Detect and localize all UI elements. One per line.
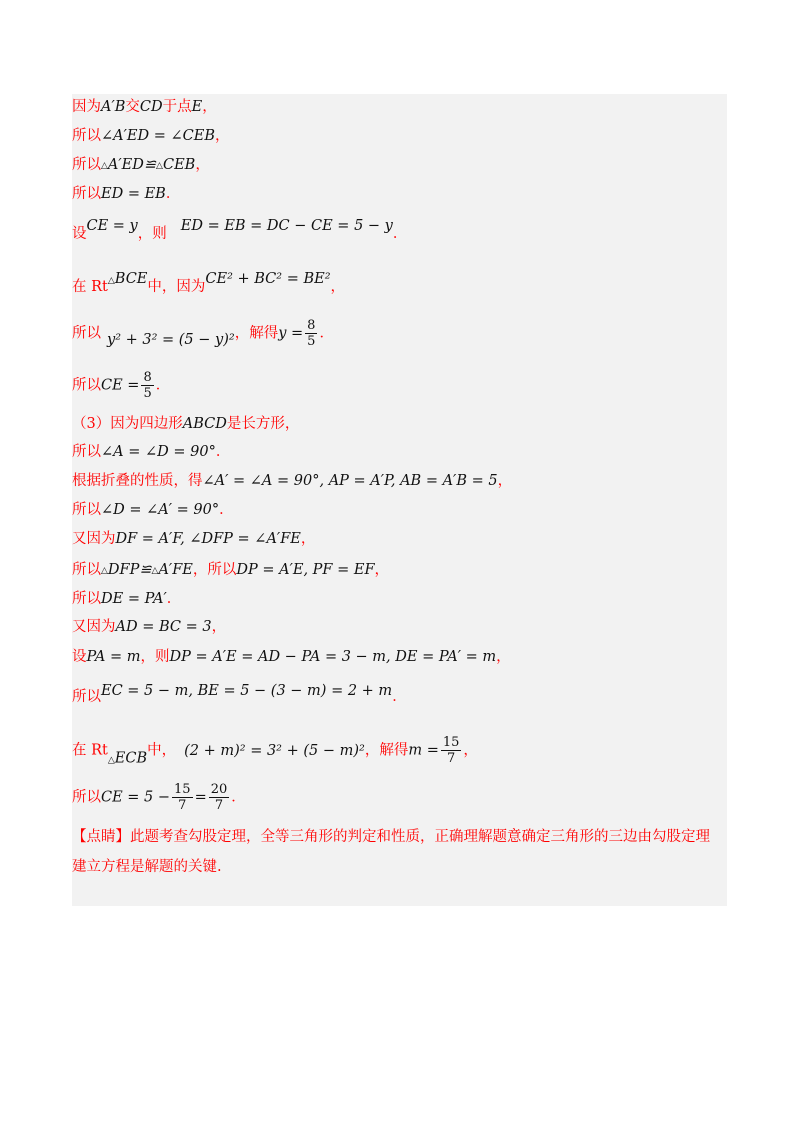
solution-line: 又因为AD = BC = 3， <box>72 619 227 635</box>
solution-line: 所以∠A = ∠D = 90°． <box>72 444 231 460</box>
solution-line: 所以△A′ED≌△CEB， <box>72 157 210 173</box>
solution-line: 所以DE = PA′． <box>72 591 182 607</box>
fraction: $\frac{8}{5}$ <box>143 370 152 401</box>
fraction: $\frac{15}{7}$ <box>442 735 460 766</box>
solution-line: 所以ED = EB． <box>72 186 181 202</box>
solution-line: 根据折叠的性质，得∠A′ = ∠A = 90°, AP = A′P, AB = A′B = 5， <box>72 473 513 489</box>
solution-line: 在 Rt△BCE中，因为CE² + BC² = BE²， <box>72 271 346 295</box>
solution-line: 所以EC = 5 − m, BE = 5 − (3 − m) = 2 + m． <box>72 683 407 705</box>
triangle-icon: △ <box>156 161 163 171</box>
solution-line: 所以CE = 5 − $\frac{15}{7}$ = $\frac{20}{7}$ ． <box>72 782 246 813</box>
solution-line: 所以△DFP≌△A′FE，所以DP = A′E, PF = EF， <box>72 562 390 578</box>
solution-line: （3）因为四边形ABCD是长方形， <box>72 416 300 432</box>
solution-line: 因为A′B交CD于点E， <box>72 99 217 115</box>
solution-line: 设CE = y，则 ED = EB = DC − CE = 5 − y． <box>72 218 408 242</box>
solution-line: 所以∠A′ED = ∠CEB， <box>72 128 230 144</box>
fraction: $\frac{8}{5}$ <box>307 318 316 349</box>
solution-line: 又因为DF = A′F, ∠DFP = ∠A′FE， <box>72 531 316 547</box>
triangle-icon: △ <box>107 276 115 286</box>
fraction: $\frac{20}{7}$ <box>210 782 228 813</box>
triangle-icon: △ <box>107 755 115 766</box>
solution-line: 在 $Rt_\triangle ECB$中， (2 + m)² = 3² + (5 − m)²，解得m = $\frac{15}{7}$ ， <box>72 735 478 767</box>
key-point-note: 【点睛】此题考查勾股定理，全等三角形的判定和性质，正确理解题意确定三角形的三边由勾股定理建立方程是解题的关键. <box>72 829 710 875</box>
solution-line: 所以CE = $\frac{8}{5}$ ． <box>72 370 171 401</box>
triangle-icon: △ <box>101 566 108 576</box>
triangle-icon: △ <box>101 161 108 171</box>
solution-line: 设PA = m，则DP = A′E = AD − PA = 3 − m, DE = PA′ = m， <box>72 649 511 665</box>
solution-line: 所以 y² + 3² = (5 − y)²，解得y = $\frac{8}{5}$ ． <box>72 318 334 349</box>
solution-line: 所以∠D = ∠A′ = 90°． <box>72 502 234 518</box>
triangle-icon: △ <box>151 566 159 576</box>
fraction: $\frac{15}{7}$ <box>174 782 191 813</box>
